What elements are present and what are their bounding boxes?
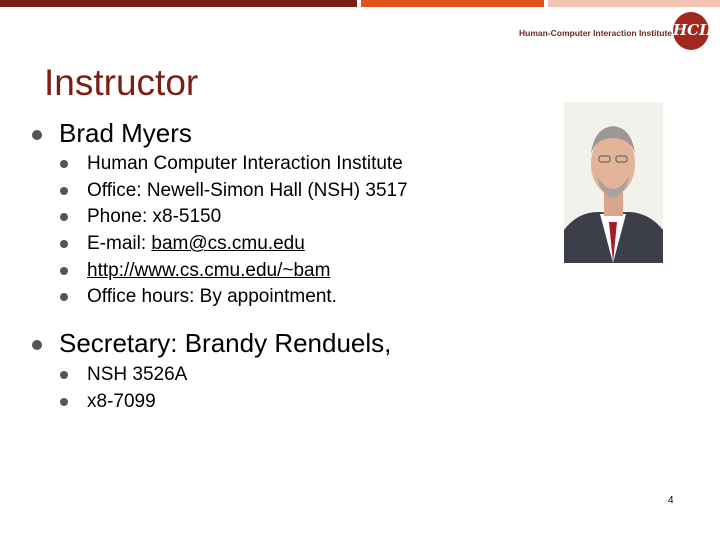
- top-bar-dark-segment: [0, 0, 357, 7]
- top-bar-light-segment: [548, 0, 720, 7]
- round-bullet-icon: [60, 160, 68, 168]
- instructor-department: Human Computer Interaction Institute: [87, 153, 403, 174]
- hcii-logo-label: HCII: [673, 21, 714, 39]
- institute-logo-text: Human-Computer Interaction Institute: [519, 28, 673, 38]
- email-label: E-mail:: [87, 233, 152, 254]
- round-bullet-icon: [32, 340, 42, 350]
- round-bullet-icon: [60, 213, 68, 221]
- instructor-photo: [564, 102, 663, 263]
- email-link[interactable]: bam@cs.cmu.edu: [151, 233, 305, 254]
- round-bullet-icon: [60, 240, 68, 248]
- top-color-bar: [0, 0, 720, 7]
- slide-title: Instructor: [44, 62, 199, 103]
- round-bullet-icon: [60, 398, 68, 406]
- secretary-phone: x8-7099: [87, 391, 156, 412]
- office-hours: Office hours: By appointment.: [87, 286, 337, 307]
- round-bullet-icon: [60, 293, 68, 301]
- instructor-office: Office: Newell-Simon Hall (NSH) 3517: [87, 180, 408, 201]
- top-bar-orange-segment: [361, 0, 544, 7]
- round-bullet-icon: [60, 267, 68, 275]
- round-bullet-icon: [60, 371, 68, 379]
- round-bullet-icon: [32, 130, 42, 140]
- page-number: 4: [668, 495, 674, 506]
- instructor-phone: Phone: x8-5150: [87, 206, 222, 227]
- instructor-name: Brad Myers: [59, 118, 192, 148]
- instructor-email-line: [87, 233, 305, 255]
- homepage-link[interactable]: http://www.cs.cmu.edu/~bam: [87, 260, 331, 281]
- round-bullet-icon: [60, 187, 68, 195]
- secretary-office: NSH 3526A: [87, 364, 188, 385]
- hcii-logo-icon: [673, 12, 714, 50]
- secretary-name: Secretary: Brandy Renduels,: [59, 328, 392, 358]
